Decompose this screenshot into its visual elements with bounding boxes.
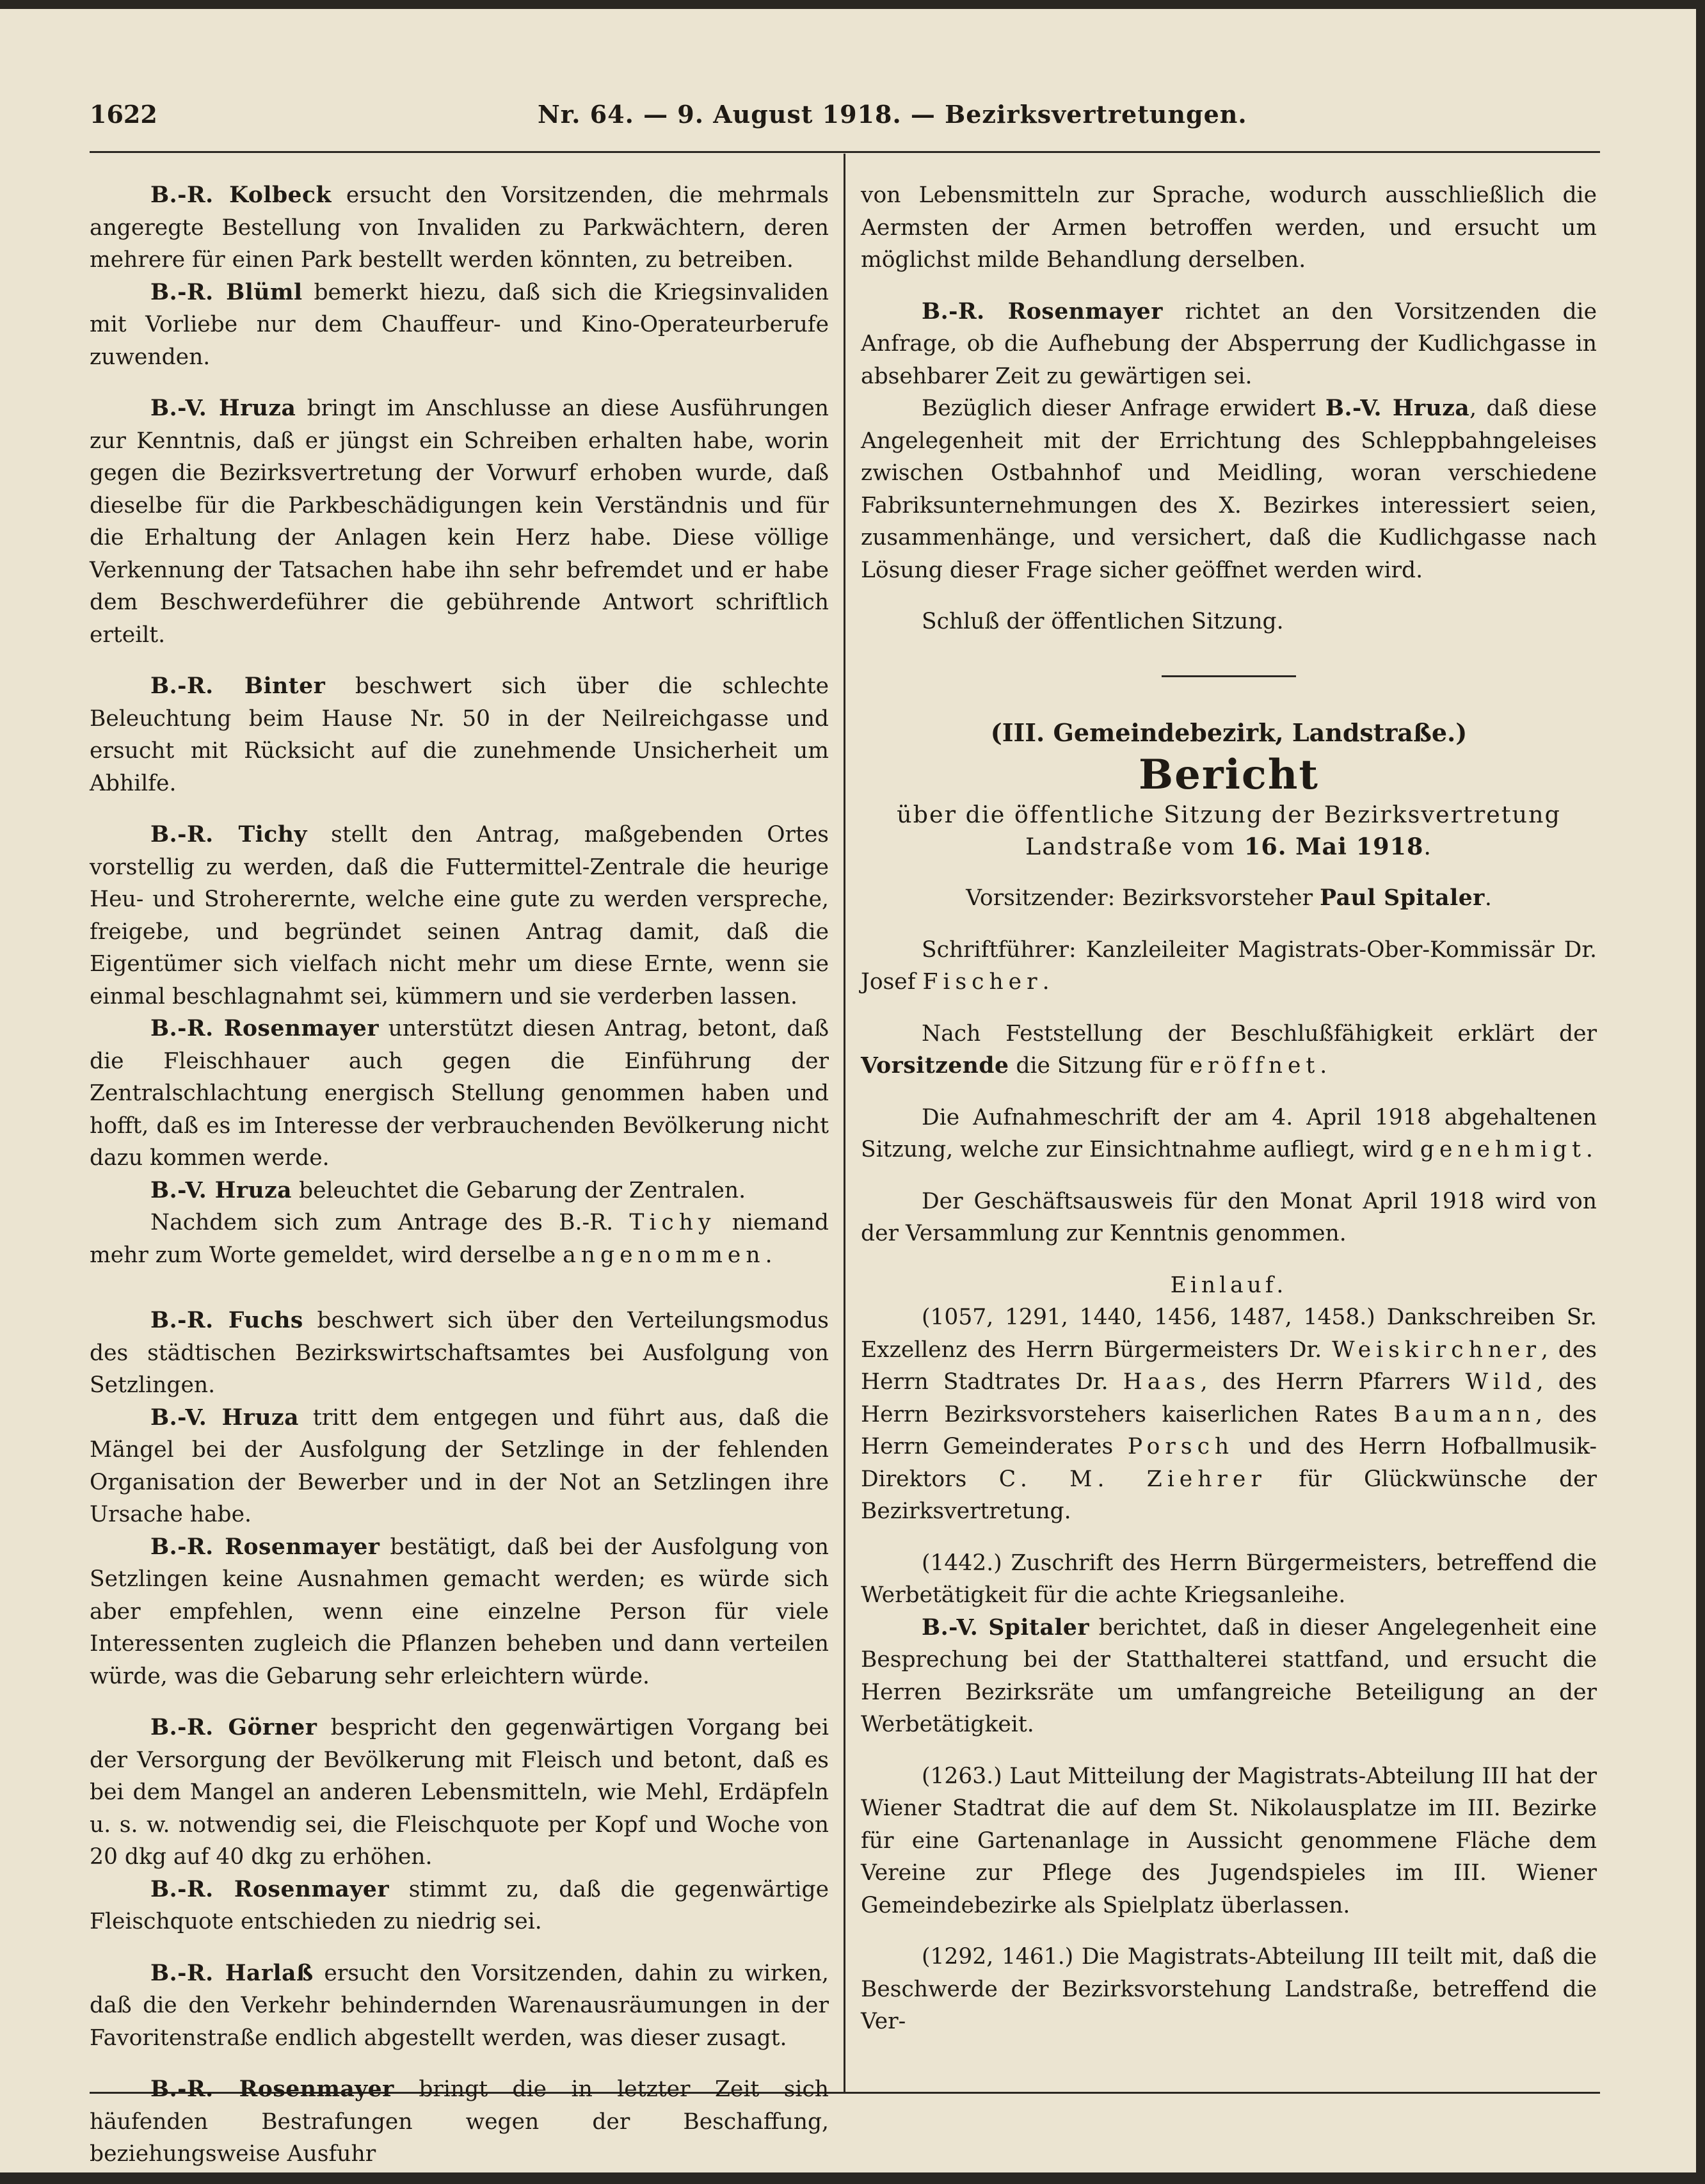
paragraph-kolbeck: B.-R. Kolbeck ersucht den Vorsitzenden, die mehrmals angeregte Bestellung von Invaliden zu Parkwächtern, deren mehrere für einen Park bestellt werden könnten, zu betreiben. xyxy=(90,182,829,273)
district-heading: (III. Gemeindebezirk, Landstraße.) xyxy=(990,718,1468,747)
paragraph-spitaler: B.-V. Spitaler berichtet, daß in dieser Angelegenheit eine Besprechung bei der Statthalterei stattfand, und ersucht die Herren Bezirksräte um umfangreiche Beteiligung an der Werbetätigkeit. xyxy=(861,1614,1597,1737)
speaker: B.-R. Blüml xyxy=(150,279,303,305)
report-subtitle-2: Landstraße vom 16. Mai 1918. xyxy=(1025,833,1432,860)
session-date: 16. Mai 1918 xyxy=(1244,833,1424,860)
paragraph-vote: Nachdem sich zum Antrage des B.-R. Tichy niemand mehr zum Worte gemeldet, wird derselbe angenommen. xyxy=(90,1210,829,1268)
speaker: B.-V. Spitaler xyxy=(922,1614,1090,1641)
paragraph-harlass: B.-R. Harlaß ersucht den Vorsitzenden, dahin zu wirken, daß die den Verkehr behindernden Warenausräumungen in der Favoritenstraße endlich abgestellt werden, was dieser zusagt. xyxy=(90,1960,829,2051)
paragraph-rosenmayer-kudlich: B.-R. Rosenmayer richtet an den Vorsitzenden die Anfrage, ob die Aufhebung der Absperrung der Kudlichgasse in absehbarer Zeit zu gewärtigen sei. xyxy=(861,298,1597,389)
secretary-line: Schriftführer: Kanzleileiter Magistrats-Ober-Kommissär Dr. Josef Fischer. xyxy=(861,936,1597,995)
right-column xyxy=(861,179,1597,2038)
left-column xyxy=(90,179,829,2171)
report-title: Bericht xyxy=(1139,751,1319,799)
speaker: B.-R. Harlaß xyxy=(150,1960,314,1986)
paragraph-minutes: Die Aufnahmeschrift der am 4. April 1918 abgehaltenen Sitzung, welche zur Einsichtnahme aufliegt, wird genehmigt. xyxy=(861,1104,1597,1162)
speaker: B.-R. Rosenmayer xyxy=(150,1534,380,1560)
report-subtitle-1: über die öffentliche Sitzung der Bezirksvertretung xyxy=(897,801,1561,828)
header-rule xyxy=(90,151,1600,153)
speaker: B.-R. Tichy xyxy=(150,822,307,847)
paragraph-1263: (1263.) Laut Mitteilung der Magistrats-Abteilung III hat der Wiener Stadtrat die auf dem St. Nikolausplatze im III. Bezirke für eine Gartenanlage in Aussicht genommene Fläche dem Vereine zur Pflege des Jugendspieles im III. Wiener Gemeindebezirke als Spielplatz überlassen. xyxy=(861,1763,1597,1918)
column-divider xyxy=(844,154,845,2092)
paragraph-1292: (1292, 1461.) Die Magistrats-Abteilung III teilt mit, daß die Beschwerde der Bezirksvorstehung Landstraße, betreffend die Ver- xyxy=(861,1944,1597,2034)
speaker: B.-R. Kolbeck xyxy=(150,182,332,208)
speaker: B.-V. Hruza xyxy=(150,1404,299,1431)
paragraph-rosenmayer-1: B.-R. Rosenmayer unterstützt diesen Antrag, betont, daß die Fleischhauer auch gegen die Einführung der Zentralschlachtung energisch Stellung genommen haben und hofft, daß es im Interesse der verbrauchenden Bevölkerung nicht dazu kommen werde. xyxy=(90,1016,829,1171)
chairman-line: Vorsitzender: Bezirksvorsteher Paul Spitaler. xyxy=(966,885,1492,911)
paragraph-closing: Schluß der öffentlichen Sitzung. xyxy=(922,609,1284,634)
paragraph-hruza-park: B.-V. Hruza bringt im Anschlusse an diese Ausführungen zur Kenntnis, daß er jüngst ein Schreiben erhalten habe, worin gegen die Bezirksvertretung der Vorwurf erhoben wurde, daß dieselbe für die Parkbeschädigungen kein Verständnis und für die Erhaltung der Anlagen kein Herz habe. Diese völlige Verkennung der Tatsachen habe ihn sehr befremdet und er habe dem Beschwerdeführer die gebührende Antwort schriftlich erteilt. xyxy=(90,396,829,648)
page-number: 1622 xyxy=(90,100,157,129)
paragraph-hruza-setzlinge: B.-V. Hruza tritt dem entgegen und führt aus, daß die Mängel bei der Ausfolgung der Setzlinge in der fehlenden Organisation der Bewerber und in der Not an Setzlingen ihre Ursache habe. xyxy=(90,1404,829,1527)
paragraph-rosenmayer-2: B.-R. Rosenmayer bestätigt, daß bei der Ausfolgung von Setzlingen keine Ausnahmen gemacht werden; es würde sich aber empfehlen, wenn eine einzelne Person für viele Interessenten zugleich die Pflanzen beheben und dann verteilen würde, was die Gebarung sehr erleichtern würde. xyxy=(90,1534,829,1689)
speaker: B.-R. Rosenmayer xyxy=(150,1016,380,1041)
speaker: B.-R. Rosenmayer xyxy=(150,1876,390,1902)
paragraph-rosenmayer-3: B.-R. Rosenmayer stimmt zu, daß die gegenwärtige Fleischquote entschieden zu niedrig sei. xyxy=(90,1876,829,1934)
paragraph-fuchs: B.-R. Fuchs beschwert sich über den Verteilungsmodus des städtischen Bezirkswirtschaftsamtes bei Ausfolgung von Setzlingen. xyxy=(90,1308,829,1398)
einlauf-heading: Einlauf. xyxy=(1170,1272,1288,1298)
speaker: B.-R. Fuchs xyxy=(150,1308,303,1333)
paragraph-binter: B.-R. Binter beschwert sich über die schlechte Beleuchtung beim Hause Nr. 50 in der Neilreichgasse und ersucht mit Rücksicht auf die zunehmende Unsicherheit um Abhilfe. xyxy=(90,673,829,796)
speaker: B.-V. Hruza xyxy=(1325,396,1470,421)
secretary-name: Fischer xyxy=(922,969,1043,995)
speaker: B.-V. Hruza xyxy=(150,396,296,421)
paragraph-rosenmayer-4: B.-R. Rosenmayer bringt die in letzter Zeit sich häufenden Bestrafungen wegen der Beschaffung, beziehungsweise Ausfuhr xyxy=(90,2076,829,2167)
chairman-name: Paul Spitaler xyxy=(1320,885,1485,911)
speaker: B.-R. Rosenmayer xyxy=(922,298,1163,325)
paragraph-hruza-reply: Bezüglich dieser Anfrage erwidert B.-V. Hruza, daß diese Angelegenheit mit der Errichtung des Schleppbahngeleises zwischen Ostbahnhof und Meidling, woran verschiedene Fabriksunternehmungen des X. Bezirkes interessiert seien, zusammenhänge, und versichert, daß die Kudlichgasse nach Lösung dieser Frage sicher geöffnet werden wird. xyxy=(861,396,1597,583)
speaker: B.-R. Görner xyxy=(150,1715,317,1740)
paragraph-thanks: (1057, 1291, 1440, 1456, 1487, 1458.) Dankschreiben Sr. Exzellenz des Herrn Bürgermeisters Dr. Weiskirchner, des Herrn Stadtrates Dr. Haas, des Herrn Pfarrers Wild, des Herrn Bezirksvorstehers kaiserlichen Rates Baumann, des Herrn Gemeinderates Porsch und des Herrn Hofballmusik-Direktors C. M. Ziehrer für Glückwünsche der Bezirksvertretung. xyxy=(861,1305,1597,1524)
paragraph-hruza-zentralen: B.-V. Hruza beleuchtet die Gebarung der Zentralen. xyxy=(150,1177,746,1203)
section-divider xyxy=(1162,675,1296,677)
paragraph-tichy: B.-R. Tichy stellt den Antrag, maßgebenden Ortes vorstellig zu werden, daß die Futtermittel-Zentrale die heurige Heu- und Stroherernte, welche eine gute zu werden verspreche, freigebe, und begründet seinen Antrag damit, daß die Eigentümer sich vielfach nicht mehr um diese Ernte, wenn sie einmal beschlagnahmt sei, kümmern und sie verderben lassen. xyxy=(90,822,829,1009)
page-header xyxy=(90,100,1600,138)
running-title: Nr. 64. — 9. August 1918. — Bezirksvertretungen. xyxy=(538,100,1247,129)
paragraph-opening: Nach Feststellung der Beschlußfähigkeit erklärt der Vorsitzende die Sitzung für eröffnet. xyxy=(861,1020,1597,1079)
speaker: B.-R. Binter xyxy=(150,673,326,699)
speaker: B.-R. Rosenmayer xyxy=(150,2076,394,2102)
speaker: B.-V. Hruza xyxy=(150,1177,292,1203)
paragraph-continuation: von Lebensmitteln zur Sprache, wodurch ausschließlich die Aermsten der Armen betroffen werden, und ersucht um möglichst milde Behandlung derselben. xyxy=(861,182,1597,273)
paragraph-report: Der Geschäftsausweis für den Monat April 1918 wird von der Versammlung zur Kenntnis genommen. xyxy=(861,1188,1597,1246)
paragraph-gorner: B.-R. Görner bespricht den gegenwärtigen Vorgang bei der Versorgung der Bevölkerung mit Fleisch und betont, daß es bei dem Mangel an anderen Lebensmitteln, wie Mehl, Erdäpfeln u. s. w. notwendig sei, die Fleischquote per Kopf und Woche von 20 dkg auf 40 dkg zu erhöhen. xyxy=(90,1715,829,1870)
paragraph-bluml: B.-R. Blüml bemerkt hiezu, daß sich die Kriegsinvaliden mit Vorliebe nur dem Chauffeur- und Kino-Operateurberufe zuwenden. xyxy=(90,279,829,370)
paragraph-1442: (1442.) Zuschrift des Herrn Bürgermeisters, betreffend die Werbetätigkeit für die achte Kriegsanleihe. xyxy=(861,1550,1597,1608)
